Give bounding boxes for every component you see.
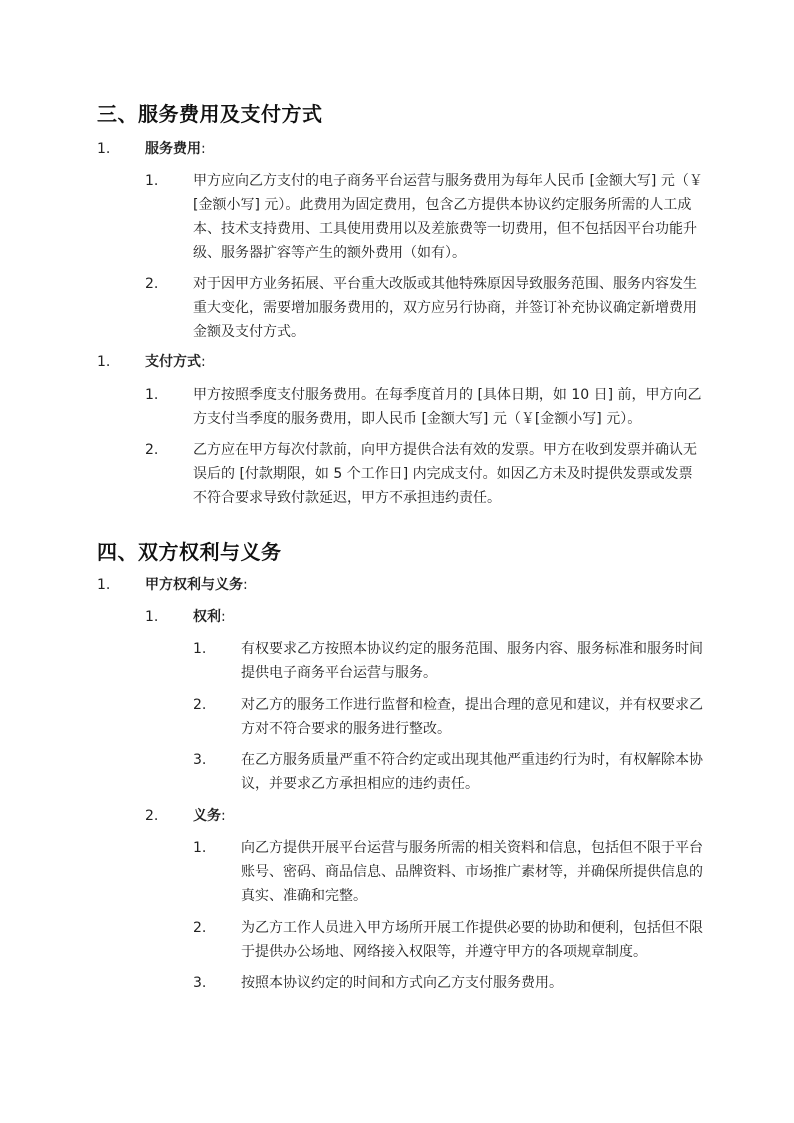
paragraph: 按照本协议约定的时间和方式向乙方支付服务费用。 (241, 975, 563, 991)
list-item-label (193, 804, 703, 828)
section-heading: 三、服务费用及支付方式 (97, 102, 323, 126)
paragraph: 向乙方提供开展平台运营与服务所需的相关资料和信息，包括但不限于平台账号、密码、商品信息、品牌资料、市场推广素材等，并确保所提供信息的真实、准确和完整。 (241, 840, 703, 904)
list-item-label (145, 350, 206, 374)
item-label: 服务费用 (145, 141, 201, 157)
paragraph: 有权要求乙方按照本协议约定的服务范围、服务内容、服务标准和服务时间提供电子商务平台运营与服务。 (241, 641, 703, 681)
list-number: 2. (145, 442, 159, 458)
item-label: 甲方权利与义务 (145, 577, 243, 593)
list-number: 1. (145, 173, 159, 189)
item-colon: : (201, 141, 206, 157)
item-colon: : (221, 808, 226, 824)
list-number: 1. (145, 387, 159, 403)
list-number: 3. (193, 752, 207, 768)
paragraph: 对于因甲方业务拓展、平台重大改版或其他特殊原因导致服务范围、服务内容发生重大变化，需要增加服务费用的，双方应另行协商，并签订补充协议确定新增费用金额及支付方式。 (193, 276, 697, 340)
list-number: 2. (193, 920, 207, 936)
paragraph: 在乙方服务质量严重不符合约定或出现其他严重违约行为时，有权解除本协议，并要求乙方承担相应的违约责任。 (241, 752, 703, 792)
list-item-label (193, 605, 703, 629)
list-number: 1. (97, 354, 111, 370)
list-number: 1. (97, 141, 111, 157)
list-item-label (145, 573, 248, 597)
list-number: 2. (193, 697, 207, 713)
list-number: 1. (193, 840, 207, 856)
list-number: 1. (145, 609, 159, 625)
list-number: 2. (145, 808, 159, 824)
list-item-label (145, 137, 206, 161)
paragraph: 为乙方工作人员进入甲方场所开展工作提供必要的协助和便利，包括但不限于提供办公场地、网络接入权限等，并遵守甲方的各项规章制度。 (241, 920, 703, 960)
item-colon: : (221, 609, 226, 625)
paragraph: 对乙方的服务工作进行监督和检查，提出合理的意见和建议，并有权要求乙方对不符合要求的服务进行整改。 (241, 697, 703, 737)
paragraph: 乙方应在甲方每次付款前，向甲方提供合法有效的发票。甲方在收到发票并确认无误后的 [付款期限，如 5 个工作日] 内完成支付。如因乙方未及时提供发票或发票不符合要求导致付款延迟，甲方不承担违约责任。 (193, 442, 697, 506)
item-label: 义务 (193, 808, 221, 824)
item-colon: : (201, 354, 206, 370)
section-heading: 四、双方权利与义务 (97, 540, 282, 564)
list-number: 3. (193, 975, 207, 991)
paragraph: 甲方应向乙方支付的电子商务平台运营与服务费用为每年人民币 [金额大写] 元（￥[金额小写] 元）。此费用为固定费用，包含乙方提供本协议约定服务所需的人工成本、技术支持费用、工具使用费用以及差旅费等一切费用，但不包括因平台功能升级、服务器扩容等产生的额外费用（如有）。 (193, 173, 703, 261)
list-number: 1. (97, 577, 111, 593)
list-number: 2. (145, 276, 159, 292)
paragraph: 甲方按照季度支付服务费用。在每季度首月的 [具体日期，如 10 日] 前，甲方向乙方支付当季度的服务费用，即人民币 [金额大写] 元（￥[金额小写] 元）。 (193, 387, 702, 427)
item-label: 支付方式 (145, 354, 201, 370)
item-colon: : (243, 577, 248, 593)
item-label: 权利 (193, 609, 221, 625)
list-number: 1. (193, 641, 207, 657)
